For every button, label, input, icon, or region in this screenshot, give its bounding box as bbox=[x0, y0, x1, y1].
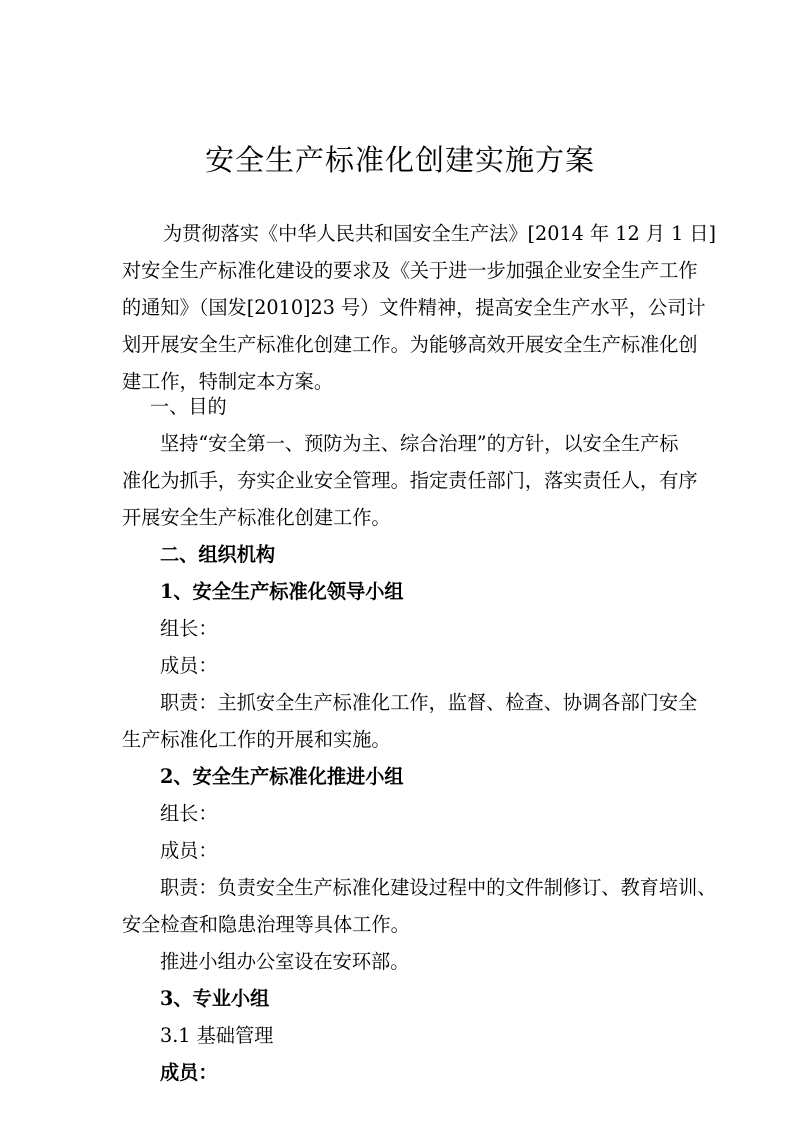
intro-line-5: 建工作，特制定本方案。 bbox=[122, 370, 334, 393]
group2-members: 成员： bbox=[160, 839, 218, 862]
intro-line-2: 对安全生产标准化建设的要求及《关于进一步加强企业安全生产工作 bbox=[122, 259, 698, 282]
group3-heading: 3、专业小组 bbox=[160, 987, 270, 1010]
group1-heading: 1、安全生产标准化领导小组 bbox=[160, 580, 404, 603]
group1-duty-line-1: 职责：主抓安全生产标准化工作，监督、检查、协调各部门安全 bbox=[160, 691, 698, 714]
group2-duty-line-1: 职责：负责安全生产标准化建设过程中的文件制修订、教育培训、 bbox=[160, 876, 717, 899]
section1-heading: 一、目的 bbox=[150, 395, 227, 418]
group2-heading: 2、安全生产标准化推进小组 bbox=[160, 765, 404, 788]
group3-members: 成员： bbox=[160, 1061, 218, 1084]
intro-line-3: 的通知》（国发[2010]23 号）文件精神，提高安全生产水平，公司计 bbox=[122, 296, 706, 319]
group1-members: 成员： bbox=[160, 654, 218, 677]
section1-body-line-2: 准化为抓手，夯实企业安全管理。指定责任部门，落实责任人，有序 bbox=[122, 469, 698, 492]
section1-body-line-3: 开展安全生产标准化创建工作。 bbox=[122, 506, 391, 529]
section2-heading: 二、组织机构 bbox=[160, 543, 276, 566]
intro-line-4: 划开展安全生产标准化创建工作。为能够高效开展安全生产标准化创 bbox=[122, 333, 698, 356]
group1-leader: 组长： bbox=[160, 617, 218, 640]
group2-leader: 组长： bbox=[160, 802, 218, 825]
group2-duty-line-2: 安全检查和隐患治理等具体工作。 bbox=[122, 913, 410, 936]
group1-duty-line-2: 生产标准化工作的开展和实施。 bbox=[122, 728, 391, 751]
intro-line-1: 为贯彻落实《中华人民共和国安全生产法》[2014 年 12 月 1 日] bbox=[163, 222, 717, 245]
document-title: 安全生产标准化创建实施方案 bbox=[204, 143, 595, 177]
group2-office: 推进小组办公室设在安环部。 bbox=[160, 950, 410, 973]
section1-body-line-1: 坚持“安全第一、预防为主、综合治理”的方针，以安全生产标 bbox=[160, 432, 679, 455]
group3-sub1: 3.1 基础管理 bbox=[160, 1024, 274, 1047]
